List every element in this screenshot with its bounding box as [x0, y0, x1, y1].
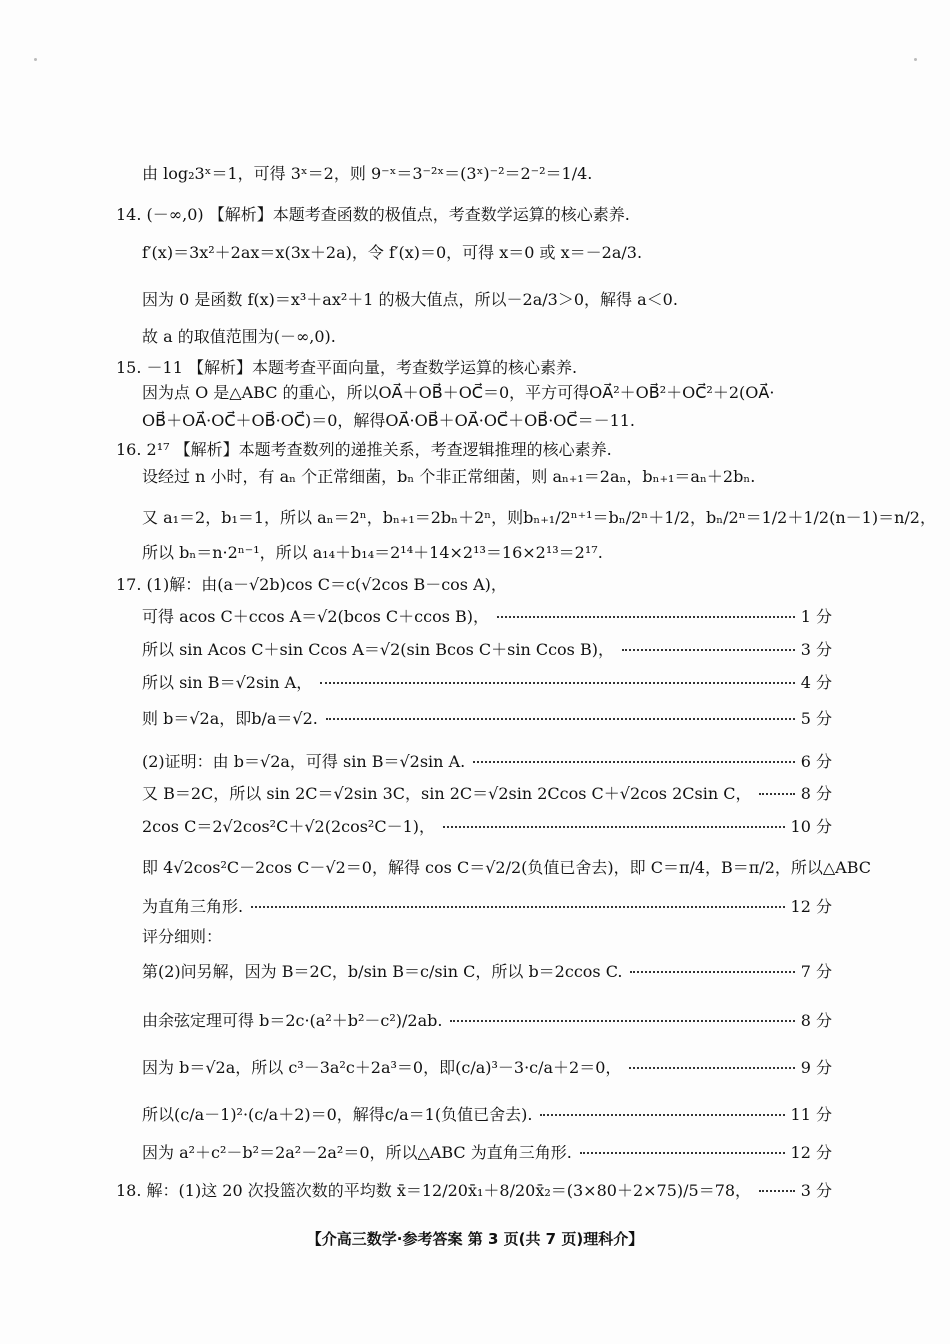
step-text: 2cos C＝2√2cos²C＋√2(2cos²C－1)， — [142, 817, 436, 836]
solution-line: 即 4√2cos²C－2cos C－√2＝0，解得 cos C＝√2/2(负值已舍去)，即 C＝π/4，B＝π/2，所以△ABC — [142, 858, 872, 877]
step-text: 可得 acos C＋ccos A＝√2(bcos C＋ccos B)， — [142, 607, 490, 626]
step-score: 8 分 — [800, 784, 832, 803]
scored-step — [142, 1104, 832, 1126]
leader-dots — [326, 717, 795, 720]
step-text: 所以(c/a－1)²·(c/a＋2)＝0，解得c/a＝1(负值已舍去). — [142, 1105, 533, 1124]
question-16-heading: 16. 2¹⁷ 【解析】本题考查数列的递推关系，考查逻辑推理的核心素养. — [116, 440, 612, 459]
question-15-heading: 15. －11 【解析】本题考查平面向量，考查数学运算的核心素养. — [116, 358, 578, 377]
scored-step — [142, 672, 832, 694]
step-text: 为直角三角形. — [142, 897, 244, 916]
step-text: 第(2)问另解，因为 B＝2C，b/sin B＝c/sin C，所以 b＝2ccos C. — [142, 962, 623, 981]
leader-dots — [540, 1113, 784, 1116]
leader-dots — [580, 1151, 785, 1154]
solution-line: f′(x)＝3x²＋2ax＝x(3x＋2a)，令 f′(x)＝0，可得 x＝0 或 x＝－2a/3. — [142, 243, 643, 262]
step-text: (2)证明：由 b＝√2a，可得 sin B＝√2sin A. — [142, 752, 466, 771]
step-text: 所以 sin B＝√2sin A， — [142, 673, 313, 692]
scored-step — [142, 1142, 832, 1164]
step-text: 则 b＝√2a，即b/a＝√2. — [142, 709, 318, 728]
step-score: 7 分 — [800, 962, 832, 981]
page-footer: 【介高三数学·参考答案 第 3 页(共 7 页)理科介】 — [306, 1230, 644, 1248]
step-score: 3 分 — [800, 1181, 832, 1200]
scored-step — [142, 783, 832, 805]
step-score: 4 分 — [800, 673, 832, 692]
leader-dots — [450, 1019, 794, 1022]
solution-line: 由 log₂3ˣ＝1，可得 3ˣ＝2，则 9⁻ˣ＝3⁻²ˣ＝(3ˣ)⁻²＝2⁻²＝1/4. — [142, 164, 593, 183]
step-score: 9 分 — [800, 1058, 832, 1077]
step-score: 11 分 — [790, 1105, 832, 1124]
leader-dots — [473, 760, 795, 763]
leader-dots — [320, 681, 795, 684]
scan-speck — [914, 58, 917, 61]
scored-step — [142, 1057, 832, 1079]
leader-dots — [251, 905, 784, 908]
step-score: 12 分 — [790, 1143, 832, 1162]
scored-step — [142, 708, 832, 730]
grading-rules-heading: 评分细则： — [142, 927, 223, 946]
step-text: 又 B＝2C，所以 sin 2C＝√2sin 3C，sin 2C＝√2sin 2Ccos C＋√2cos 2Csin C， — [142, 784, 752, 803]
step-text: 18. 解：(1)这 20 次投篮次数的平均数 x̄＝12/20x̄₁＋8/20x̄₂＝(3×80＋2×75)/5＝78， — [116, 1181, 752, 1200]
leader-dots — [443, 825, 785, 828]
solution-line: 所以 bₙ＝n·2ⁿ⁻¹，所以 a₁₄＋b₁₄＝2¹⁴＋14×2¹³＝16×2¹³＝2¹⁷. — [142, 543, 603, 562]
scored-step — [142, 1010, 832, 1032]
question-18-first-step — [116, 1180, 832, 1202]
leader-dots — [759, 792, 794, 795]
scored-step — [142, 639, 832, 661]
scored-step — [142, 606, 832, 628]
step-text: 所以 sin Acos C＋sin Ccos A＝√2(sin Bcos C＋sin Ccos B)， — [142, 640, 614, 659]
step-score: 6 分 — [800, 752, 832, 771]
step-text: 因为 b＝√2a，所以 c³－3a²c＋2a³＝0，即(c/a)³－3·c/a＋2＝0， — [142, 1058, 622, 1077]
scored-step — [142, 751, 832, 773]
step-score: 5 分 — [800, 709, 832, 728]
leader-dots — [759, 1189, 795, 1192]
leader-dots — [630, 970, 794, 973]
solution-line: 故 a 的取值范围为(－∞,0). — [142, 327, 336, 346]
scored-step — [142, 961, 832, 983]
step-score: 10 分 — [790, 817, 832, 836]
step-text: 由余弦定理可得 b＝2c·(a²＋b²－c²)/2ab. — [142, 1011, 443, 1030]
leader-dots — [497, 615, 795, 618]
step-score: 12 分 — [790, 897, 832, 916]
step-text: 因为 a²＋c²－b²＝2a²－2a²＝0，所以△ABC 为直角三角形. — [142, 1143, 572, 1162]
solution-line: 又 a₁＝2，b₁＝1，所以 aₙ＝2ⁿ，bₙ₊₁＝2bₙ＋2ⁿ，则bₙ₊₁/2ⁿ⁺¹＝bₙ/2ⁿ＋1/2，bₙ/2ⁿ＝1/2＋1/2(n－1)＝n/2， — [142, 508, 936, 527]
question-17-heading: 17. (1)解：由(a－√2b)cos C＝c(√2cos B－cos A)， — [116, 575, 507, 594]
solution-line: 因为点 O 是△ABC 的重心，所以OA⃗＋OB⃗＋OC⃗＝0，平方可得OA⃗²＋OB⃗²＋OC⃗²＋2(OA⃗· — [142, 383, 775, 402]
solution-line: OB⃗＋OA⃗·OC⃗＋OB⃗·OC⃗)＝0，解得OA⃗·OB⃗＋OA⃗·OC⃗＋OB⃗·OC⃗＝－11. — [142, 411, 636, 430]
scan-speck — [34, 58, 37, 61]
step-score: 1 分 — [800, 607, 832, 626]
leader-dots — [622, 648, 795, 651]
step-score: 3 分 — [800, 640, 832, 659]
leader-dots — [629, 1066, 794, 1069]
solution-line: 设经过 n 小时，有 aₙ 个正常细菌，bₙ 个非正常细菌，则 aₙ₊₁＝2aₙ，bₙ₊₁＝aₙ＋2bₙ. — [142, 467, 756, 486]
question-14-heading: 14. (－∞,0) 【解析】本题考查函数的极值点，考查数学运算的核心素养. — [116, 205, 630, 224]
step-score: 8 分 — [800, 1011, 832, 1030]
scored-step — [142, 896, 832, 918]
solution-line: 因为 0 是函数 f(x)＝x³＋ax²＋1 的极大值点，所以－2a/3＞0，解得 a＜0. — [142, 290, 678, 309]
scored-step — [142, 816, 832, 838]
